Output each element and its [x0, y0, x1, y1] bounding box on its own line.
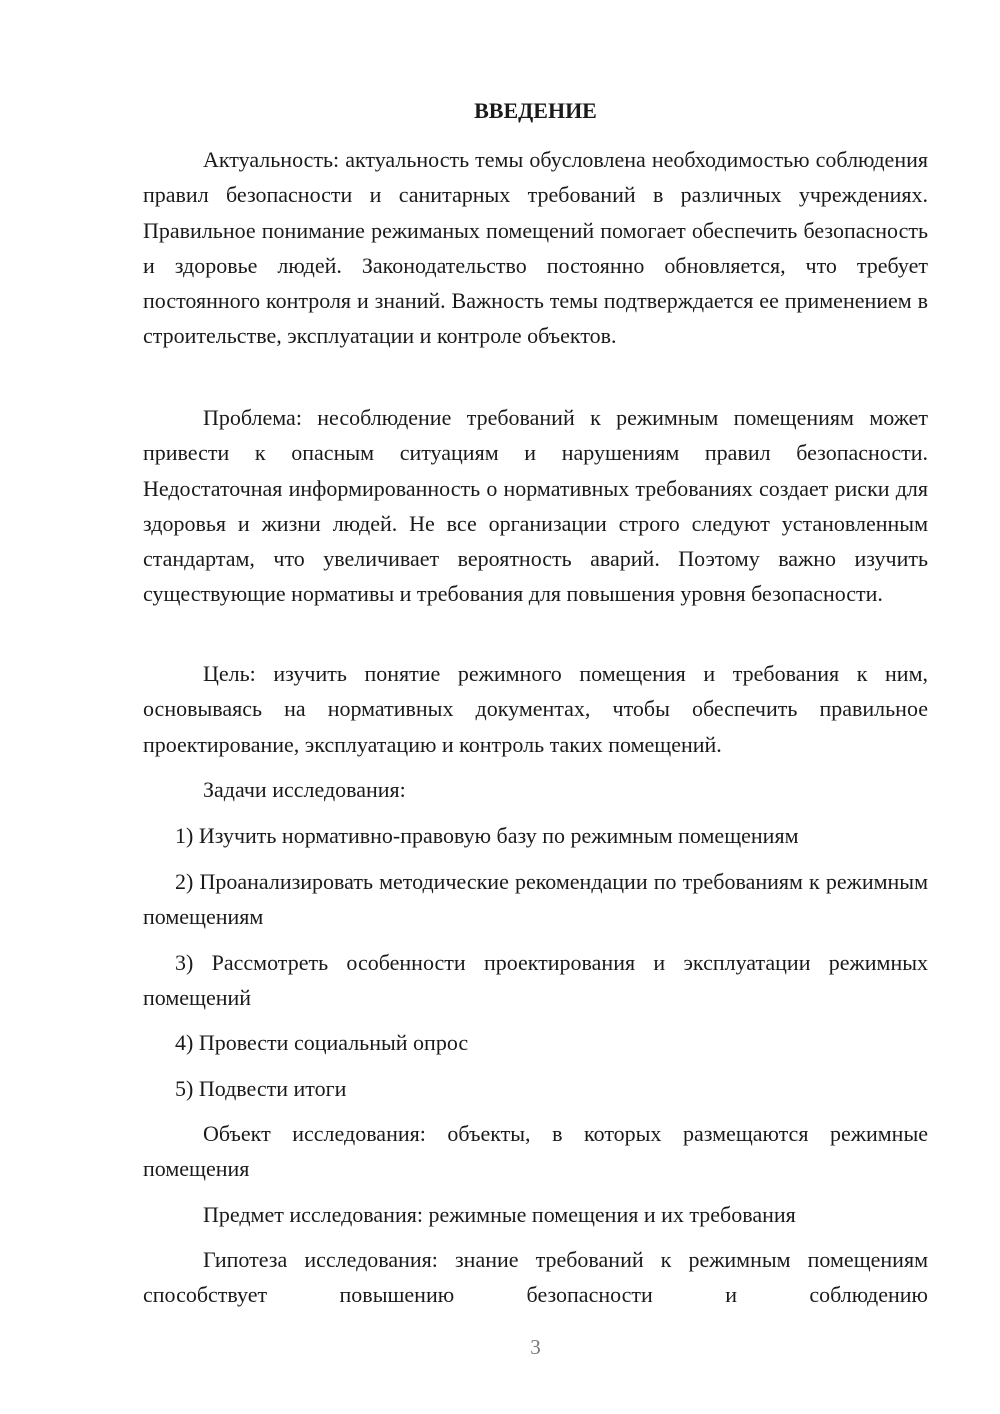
paragraph-goal: Цель: изучить понятие режимного помещения и требования к ним, основываясь на нормативных документах, чтобы обеспечить правильное проектирование, эксплуатацию и контроль таких помещений. — [143, 661, 928, 757]
paragraph-hypothesis: Гипотеза исследования: знание требований к режимным помещениям способствует повышению безопасности и соблюдению — [143, 1247, 928, 1308]
page-number: 3 — [530, 1335, 541, 1359]
task-item-4: 4) Провести социальный опрос — [175, 1030, 469, 1055]
task-item-2: 2) Проанализировать методические рекомендации по требованиям к режимным помещениям — [143, 869, 928, 930]
page-title: ВВЕДЕНИЕ — [474, 98, 597, 123]
paragraph-problem: Проблема: несоблюдение требований к режимным помещениям может привести к опасным ситуациям и нарушениям правил безопасности. Недостаточная информированность о нормативных требованиях создает риски для здоровья и жизни людей. Не все организации строго следуют установленным стандартам, что увеличивает вероятность аварий. Поэтому важно изучить существующие нормативы и требования для повышения уровня безопасности. — [143, 405, 928, 607]
task-item-3: 3) Рассмотреть особенности проектирования и эксплуатации режимных помещений — [143, 950, 928, 1011]
tasks-heading: Задачи исследования: — [203, 777, 406, 802]
paragraph-subject: Предмет исследования: режимные помещения и их требования — [203, 1202, 796, 1227]
paragraph-relevance: Актуальность: актуальность темы обусловлена необходимостью соблюдения правил безопасности и санитарных требований в различных учреждениях. Правильное понимание режиманых помещений помогает обеспечить безопасность и здоровье людей. Законодательство постоянно обновляется, что требует постоянного контроля и знаний. Важность темы подтверждается ее применением в строительстве, эксплуатации и контроле объектов. — [143, 147, 928, 349]
task-item-1: 1) Изучить нормативно-правовую базу по режимным помещениям — [175, 823, 799, 848]
task-item-5: 5) Подвести итоги — [175, 1076, 347, 1101]
paragraph-object: Объект исследования: объекты, в которых размещаются режимные помещения — [143, 1121, 928, 1182]
